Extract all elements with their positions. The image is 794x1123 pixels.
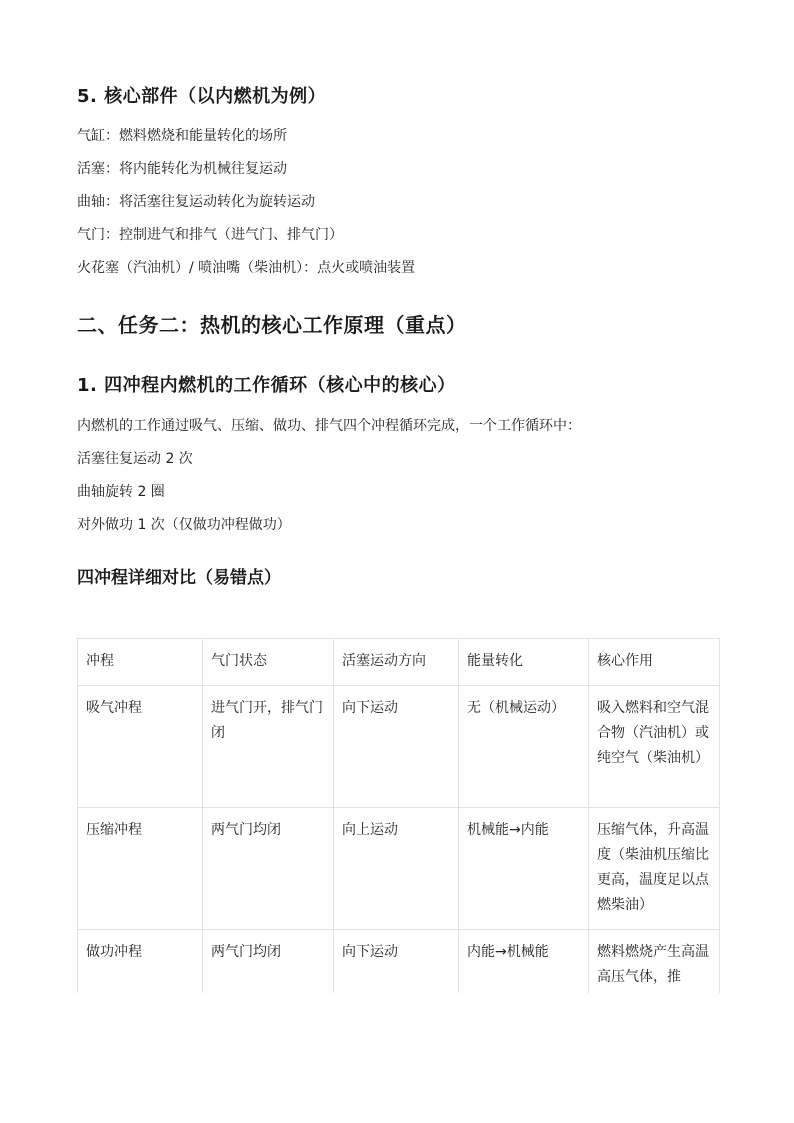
cycle-heading: 1. 四冲程内燃机的工作循环（核心中的核心） (77, 375, 456, 396)
table-cell: 吸入燃料和空气混合物（汽油机）或纯空气（柴油机） (589, 686, 720, 808)
table-cell: 内能→机械能 (459, 930, 589, 994)
table-row (78, 808, 720, 930)
table-cell: 吸气冲程 (78, 686, 203, 808)
table-row (78, 686, 720, 808)
component-piston: 活塞：将内能转化为机械往复运动 (77, 161, 287, 177)
task-2-heading: 二、任务二：热机的核心工作原理（重点） (77, 313, 467, 337)
table-cell: 压缩气体，升高温度（柴油机压缩比更高，温度足以点燃柴油） (589, 808, 720, 930)
component-crankshaft: 曲轴：将活塞往复运动转化为旋转运动 (77, 194, 315, 210)
cycle-fact-crankshaft: 曲轴旋转 2 圈 (77, 484, 165, 500)
cycle-intro: 内燃机的工作通过吸气、压缩、做功、排气四个冲程循环完成，一个工作循环中： (77, 418, 581, 434)
compare-heading: 四冲程详细对比（易错点） (77, 568, 281, 588)
cycle-fact-work: 对外做功 1 次（仅做功冲程做功） (77, 517, 291, 533)
table-cell: 做功冲程 (78, 930, 203, 994)
section-5-heading: 5. 核心部件（以内燃机为例） (77, 86, 327, 107)
table-cell: 无（机械运动） (459, 686, 589, 808)
table-cell: 机械能→内能 (459, 808, 589, 930)
table-cell: 两气门均闭 (203, 930, 334, 994)
table-cell: 燃料燃烧产生高温高压气体，推 (589, 930, 720, 994)
column-header: 活塞运动方向 (334, 639, 459, 686)
column-header: 核心作用 (589, 639, 720, 686)
component-spark-plug: 火花塞（汽油机）/ 喷油嘴（柴油机）：点火或喷油装置 (77, 260, 416, 276)
column-header: 能量转化 (459, 639, 589, 686)
table-header-row (78, 639, 720, 686)
component-cylinder: 气缸：燃料燃烧和能量转化的场所 (77, 128, 287, 144)
table-row (78, 930, 720, 994)
table-cell: 向下运动 (334, 930, 459, 994)
table-cell: 向上运动 (334, 808, 459, 930)
column-header: 冲程 (78, 639, 203, 686)
stroke-comparison-table (77, 638, 720, 993)
column-header: 气门状态 (203, 639, 334, 686)
table-cell: 两气门均闭 (203, 808, 334, 930)
table-cell: 压缩冲程 (78, 808, 203, 930)
table-cell: 进气门开，排气门闭 (203, 686, 334, 808)
cycle-fact-piston: 活塞往复运动 2 次 (77, 451, 193, 467)
component-valve: 气门：控制进气和排气（进气门、排气门） (77, 227, 343, 243)
table-cell: 向下运动 (334, 686, 459, 808)
